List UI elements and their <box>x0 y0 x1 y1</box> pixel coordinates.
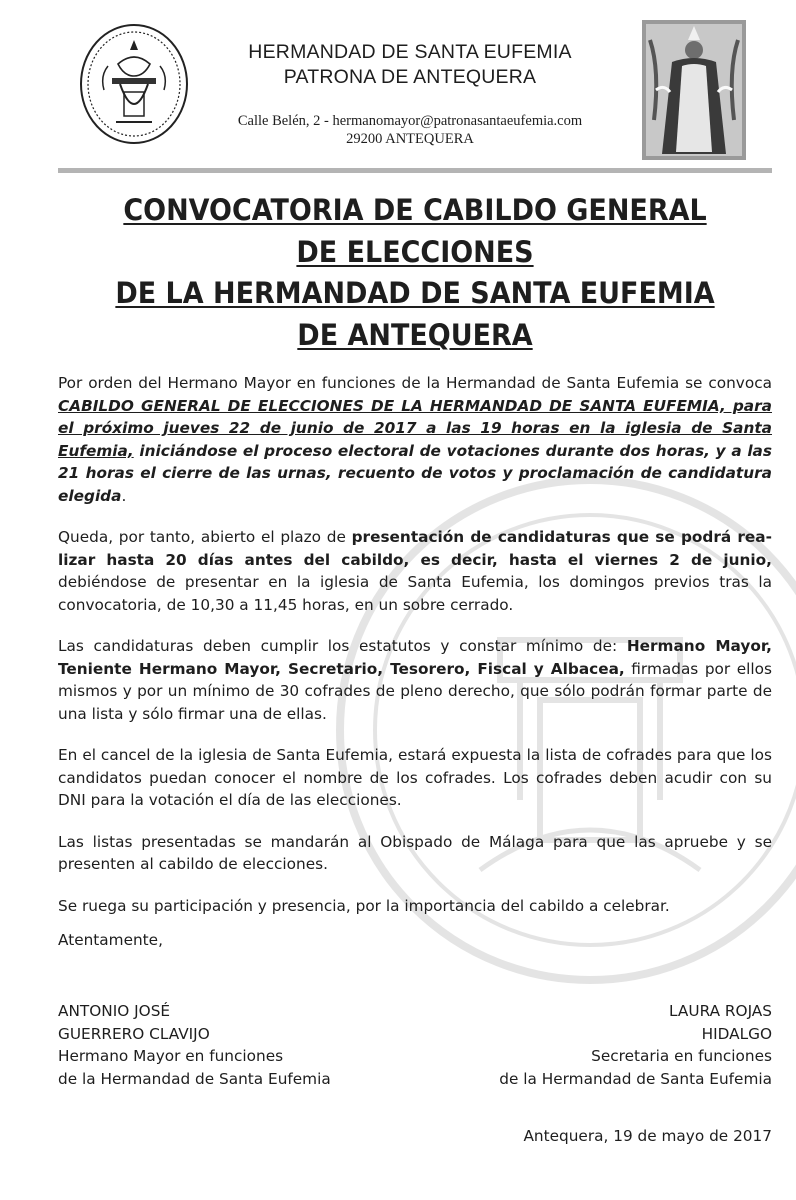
paragraph-text: Queda, por tanto, abierto el plazo de <box>58 528 352 546</box>
signer-role: de la Hermandad de Santa Eufemia <box>499 1069 772 1088</box>
org-name-line: HERMANDAD DE SANTA EUFEMIA <box>248 41 572 63</box>
paragraph-convocation <box>58 372 772 507</box>
signer-name: ANTONIO JOSÉ <box>58 1002 171 1020</box>
paragraph-candidacy-requirements <box>58 635 772 725</box>
paragraph-text: . <box>121 486 127 505</box>
paragraph-member-list: En el cancel de la iglesia de Santa Eufemia, estará expuesta la lista de cofrades para que los candidatos puedan conocer el nombre de los cofrades. Los cofrades deben acudir con su DNI para la votación el día de las elecciones. <box>58 746 772 809</box>
document-body <box>58 372 772 936</box>
signer-role: Secretaria en funciones <box>591 1047 772 1065</box>
header-divider <box>58 168 772 173</box>
signer-name: LAURA ROJAS <box>669 1002 772 1020</box>
emphasized-text: CABILDO GENERAL DE ELECCIONES DE LA HERMANDAD DE SANTA EUFEMIA, para el próximo jueves 22 de junio de 2017 a las 19 horas en la iglesia de Santa Eufemia, <box>58 396 772 460</box>
signer-role: Hermano Mayor en funciones <box>58 1047 284 1065</box>
paragraph-candidacy-deadline <box>58 526 772 616</box>
signer-name: GUERRERO CLAVIJO <box>58 1024 210 1043</box>
org-subtitle-line: PATRONA DE ANTEQUERA <box>283 66 537 88</box>
bold-text: Hermano Mayor, Teniente Hermano Mayor, Secretario, Tesorero, Fiscal y Albacea, <box>58 637 772 678</box>
emphasized-text: iniciándose el proceso electoral de votaciones durante dos horas, y a las 21 horas el cierre de las urnas, recuento de votos y proclamación de candidatura elegida <box>58 441 772 505</box>
title-line: DE ELECCIONES <box>296 234 534 269</box>
title-line: CONVOCATORIA DE CABILDO GENERAL <box>123 193 707 227</box>
paragraph-bishopric: Las listas presentadas se mandarán al Obispado de Málaga para que las apruebe y se presenten al cabildo de elecciones. <box>58 832 772 873</box>
paragraph-text: debiéndose de presentar en la iglesia de Santa Eufemia, los domingos previos tras la convocatoria, de 10,30 a 11,45 horas, en un sobre cerrado. <box>58 573 772 614</box>
document-date: Antequera, 19 de mayo de 2017 <box>523 1127 772 1145</box>
paragraph-text: firmadas por ellos mismos y por un mínimo de 30 cofrades de pleno derecho, que sólo podrán formar parte de una lista y sólo firmar una de ellas. <box>58 659 773 723</box>
address-email-line: Calle Belén, 2 - hermanomayor@patronasantaeufemia.com <box>237 113 583 129</box>
bold-text: presentación de candidaturas que se podrá realizar hasta 20 días antes del cabildo, es decir, hasta el viernes 2 de junio, <box>58 528 772 569</box>
document-title <box>83 190 747 356</box>
contact-address <box>190 112 630 148</box>
paragraph-participation: Se ruega su participación y presencia, por la importancia del cabildo a celebrar. <box>58 896 670 915</box>
title-line: DE ANTEQUERA <box>297 317 533 352</box>
signer-name: HIDALGO <box>701 1024 772 1043</box>
brotherhood-seal-icon <box>78 22 190 146</box>
paragraph-text: Las candidaturas deben cumplir los estatutos y constar mínimo de: <box>58 637 627 655</box>
closing-salutation: Atentamente, <box>58 931 163 949</box>
organization-name <box>190 40 630 90</box>
santa-eufemia-image <box>642 20 746 160</box>
signature-block-right <box>499 1000 772 1090</box>
title-line: DE LA HERMANDAD DE SANTA EUFEMIA <box>115 276 715 310</box>
address-city-line: 29200 ANTEQUERA <box>346 131 474 147</box>
signature-block-left <box>58 1000 331 1090</box>
paragraph-text: Por orden del Hermano Mayor en funciones de la Hermandad de Santa Eufemia se convoca <box>58 374 772 392</box>
signer-role: de la Hermandad de Santa Eufemia <box>58 1069 331 1088</box>
